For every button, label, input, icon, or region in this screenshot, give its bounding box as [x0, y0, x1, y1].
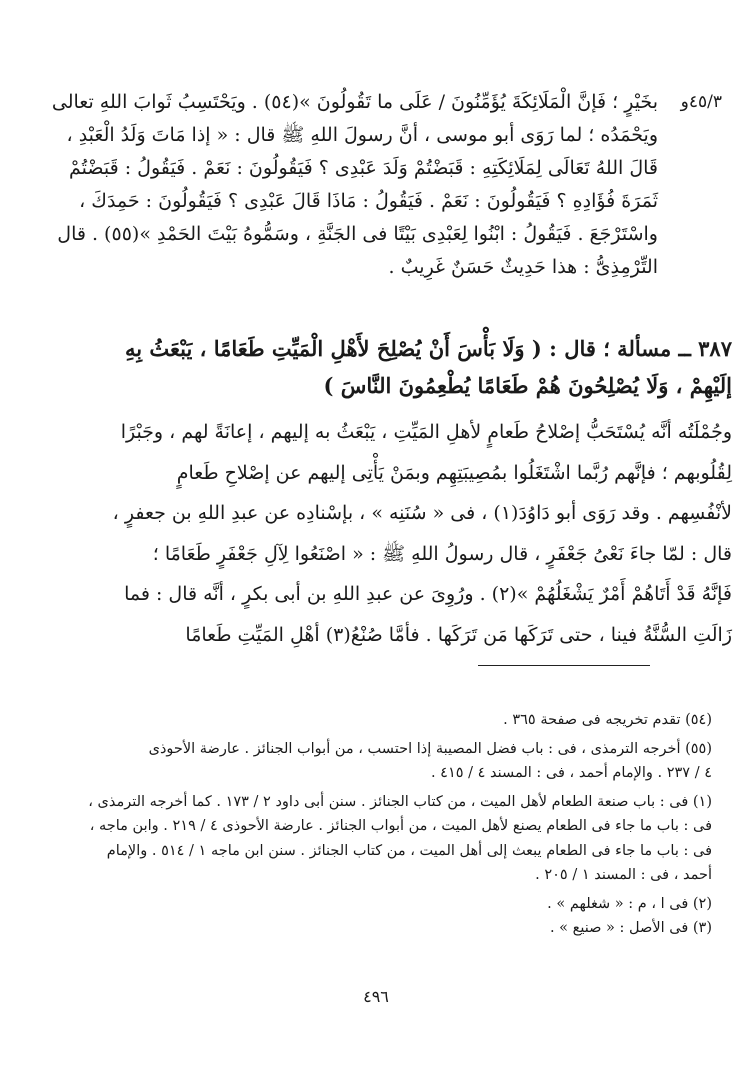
- page-number: ٤٩٦: [363, 987, 389, 1006]
- footnote-line: (٥٤) تقدم تخريجه فى صفحة ٣٦٥ .: [503, 712, 712, 728]
- footnote-line: (١) فى : باب صنعة الطعام لأهل الميت ، من كتاب الجنائز . سنن أبى داود ٢ / ١٧٣ . كما أخرجه الترمذى ،: [88, 793, 712, 810]
- footnote-line: (٣) فى الأصل : « صنيع » .: [549, 920, 712, 936]
- margin-folio-note: ٤٥/٣و: [680, 92, 722, 112]
- footnote-divider: [478, 665, 650, 666]
- text-line: بخَيْرٍ ؛ فَإنَّ الْمَلَائِكَةَ يُؤَمِّنُونَ / عَلَى ما تَقُولُونَ »(٥٤) . ويَحْتَسِبُ ثَوابَ اللهِ تعالى: [51, 91, 658, 113]
- body-paragraph-1: [51, 86, 658, 284]
- text-line: ثَمَرَةَ فُؤَادِهِ ؟ فَيَقُولُونَ : نَعَمْ . فَيَقُولُ : مَاذَا قَالَ عَبْدِى ؟ فَيَقُولُونَ : حَمِدَكَ ،: [79, 190, 658, 212]
- footnote-line: أحمد ، فى : المسند ١ / ٢٠٥ .: [535, 867, 712, 883]
- text-line: قَالَ اللهُ تَعَالَى لِمَلَائِكَتِهِ : قَبَضْتُمْ وَلَدَ عَبْدِى ؟ فَيَقُولُونَ : نَعَمْ . فَيَقُولُ : قَبَضْتُمْ: [69, 157, 658, 179]
- text-line: ويَحْمَدُه ؛ لما رَوَى أبو موسى ، أنَّ رسولَ اللهِ ﷺ قال : « إذا مَاتَ وَلَدُ الْعَبْدِ ،: [66, 124, 658, 146]
- footnote-line: فى : باب ما جاء فى الطعام يبعث إلى أهل الميت ، من كتاب الجنائز . سنن ابن ماجه ١ / ٥١٤ . والإمام: [106, 842, 712, 859]
- text-line: قال : لمّا جاءَ نَعْىُ جَعْفَرٍ ، قال رسولُ اللهِ ﷺ : « اصْنَعُوا لِآلِ جَعْفَرٍ طَعَامًا ؛: [152, 542, 732, 565]
- text-line: التِّرْمِذِىُّ : هذا حَدِيثٌ حَسَنٌ غَرِيبٌ .: [388, 256, 658, 278]
- text-line: وجُمْلَتُه أنَّه يُسْتَحَبُّ إصْلاحُ طَعامٍ لأهلِ المَيِّتِ ، يَبْعَثُ به إليهم ، إعانَةً لهم ، وجَبْرًا: [120, 421, 732, 443]
- heading-line: إلَيْهِمْ ، وَلَا يُصْلِحُونَ هُمْ طَعَامًا يُطْعِمُونَ النَّاسَ ): [323, 373, 732, 398]
- footnote-line: (٥٥) أخرجه الترمذى ، فى : باب فضل المصيبة إذا احتسب ، من أبواب الجنائز . عارضة الأحوذى: [148, 740, 712, 757]
- footnote-line: (٢) فى ا ، م : « شغلهم » .: [547, 895, 712, 912]
- masala-heading: [72, 330, 732, 404]
- text-line: لأنْفُسِهم . وقد رَوَى أبو دَاوُدَ(١) ، فى « سُنَنِه » ، بإسْنادِه عن عبدِ اللهِ بن جعفرٍ ،: [112, 502, 732, 524]
- heading-line: ٣٨٧ ــ مسألة ؛ قال : ( وَلَا بَأْسَ أَنْ يُصْلِحَ لأَهْلِ الْمَيِّتِ طَعَامًا ، يَبْعَثُ بِهِ: [124, 336, 732, 361]
- footnote-line: ٤ / ٢٣٧ . والإمام أحمد ، فى : المسند ٤ / ٤١٥ .: [430, 765, 712, 781]
- body-paragraph-2: [72, 412, 732, 655]
- footnotes: [72, 708, 712, 941]
- text-line: لِقُلُوبهم ؛ فإنَّهم رُبَّما اشْتَغَلُوا بمُصِيبَتِهِم وبمَنْ يَأْتِى إليهم عن إصْلاحِ طَعامٍ: [176, 461, 732, 484]
- text-line: واسْتَرْجَعَ . فَيَقُولُ : ابْنُوا لِعَبْدِى بَيْتًا فى الجَنَّةِ ، وسَمُّوهُ بَيْتَ الحَمْدِ »(٥٥) . قال: [57, 223, 658, 245]
- footnote-line: فى : باب ما جاء فى الطعام يصنع لأهل الميت ، من أبواب الجنائز . عارضة الأحوذى ٤ / ٢١٩ . وابن ماجه ،: [89, 818, 712, 834]
- text-line: زَالَتِ السُّنَّةُ فينا ، حتى تَرَكَها مَن تَرَكَها . فأمَّا صُنْعُ(٣) أهْلِ المَيِّتِ طَعامًا: [185, 623, 732, 646]
- text-line: فَإنَّهُ قَدْ أَتَاهُمْ أَمْرٌ يَشْغَلُهُمْ »(٢) . ورُوِىَ عن عبدِ اللهِ بن أبى بكرٍ ، أنَّه قال : فما: [124, 583, 732, 605]
